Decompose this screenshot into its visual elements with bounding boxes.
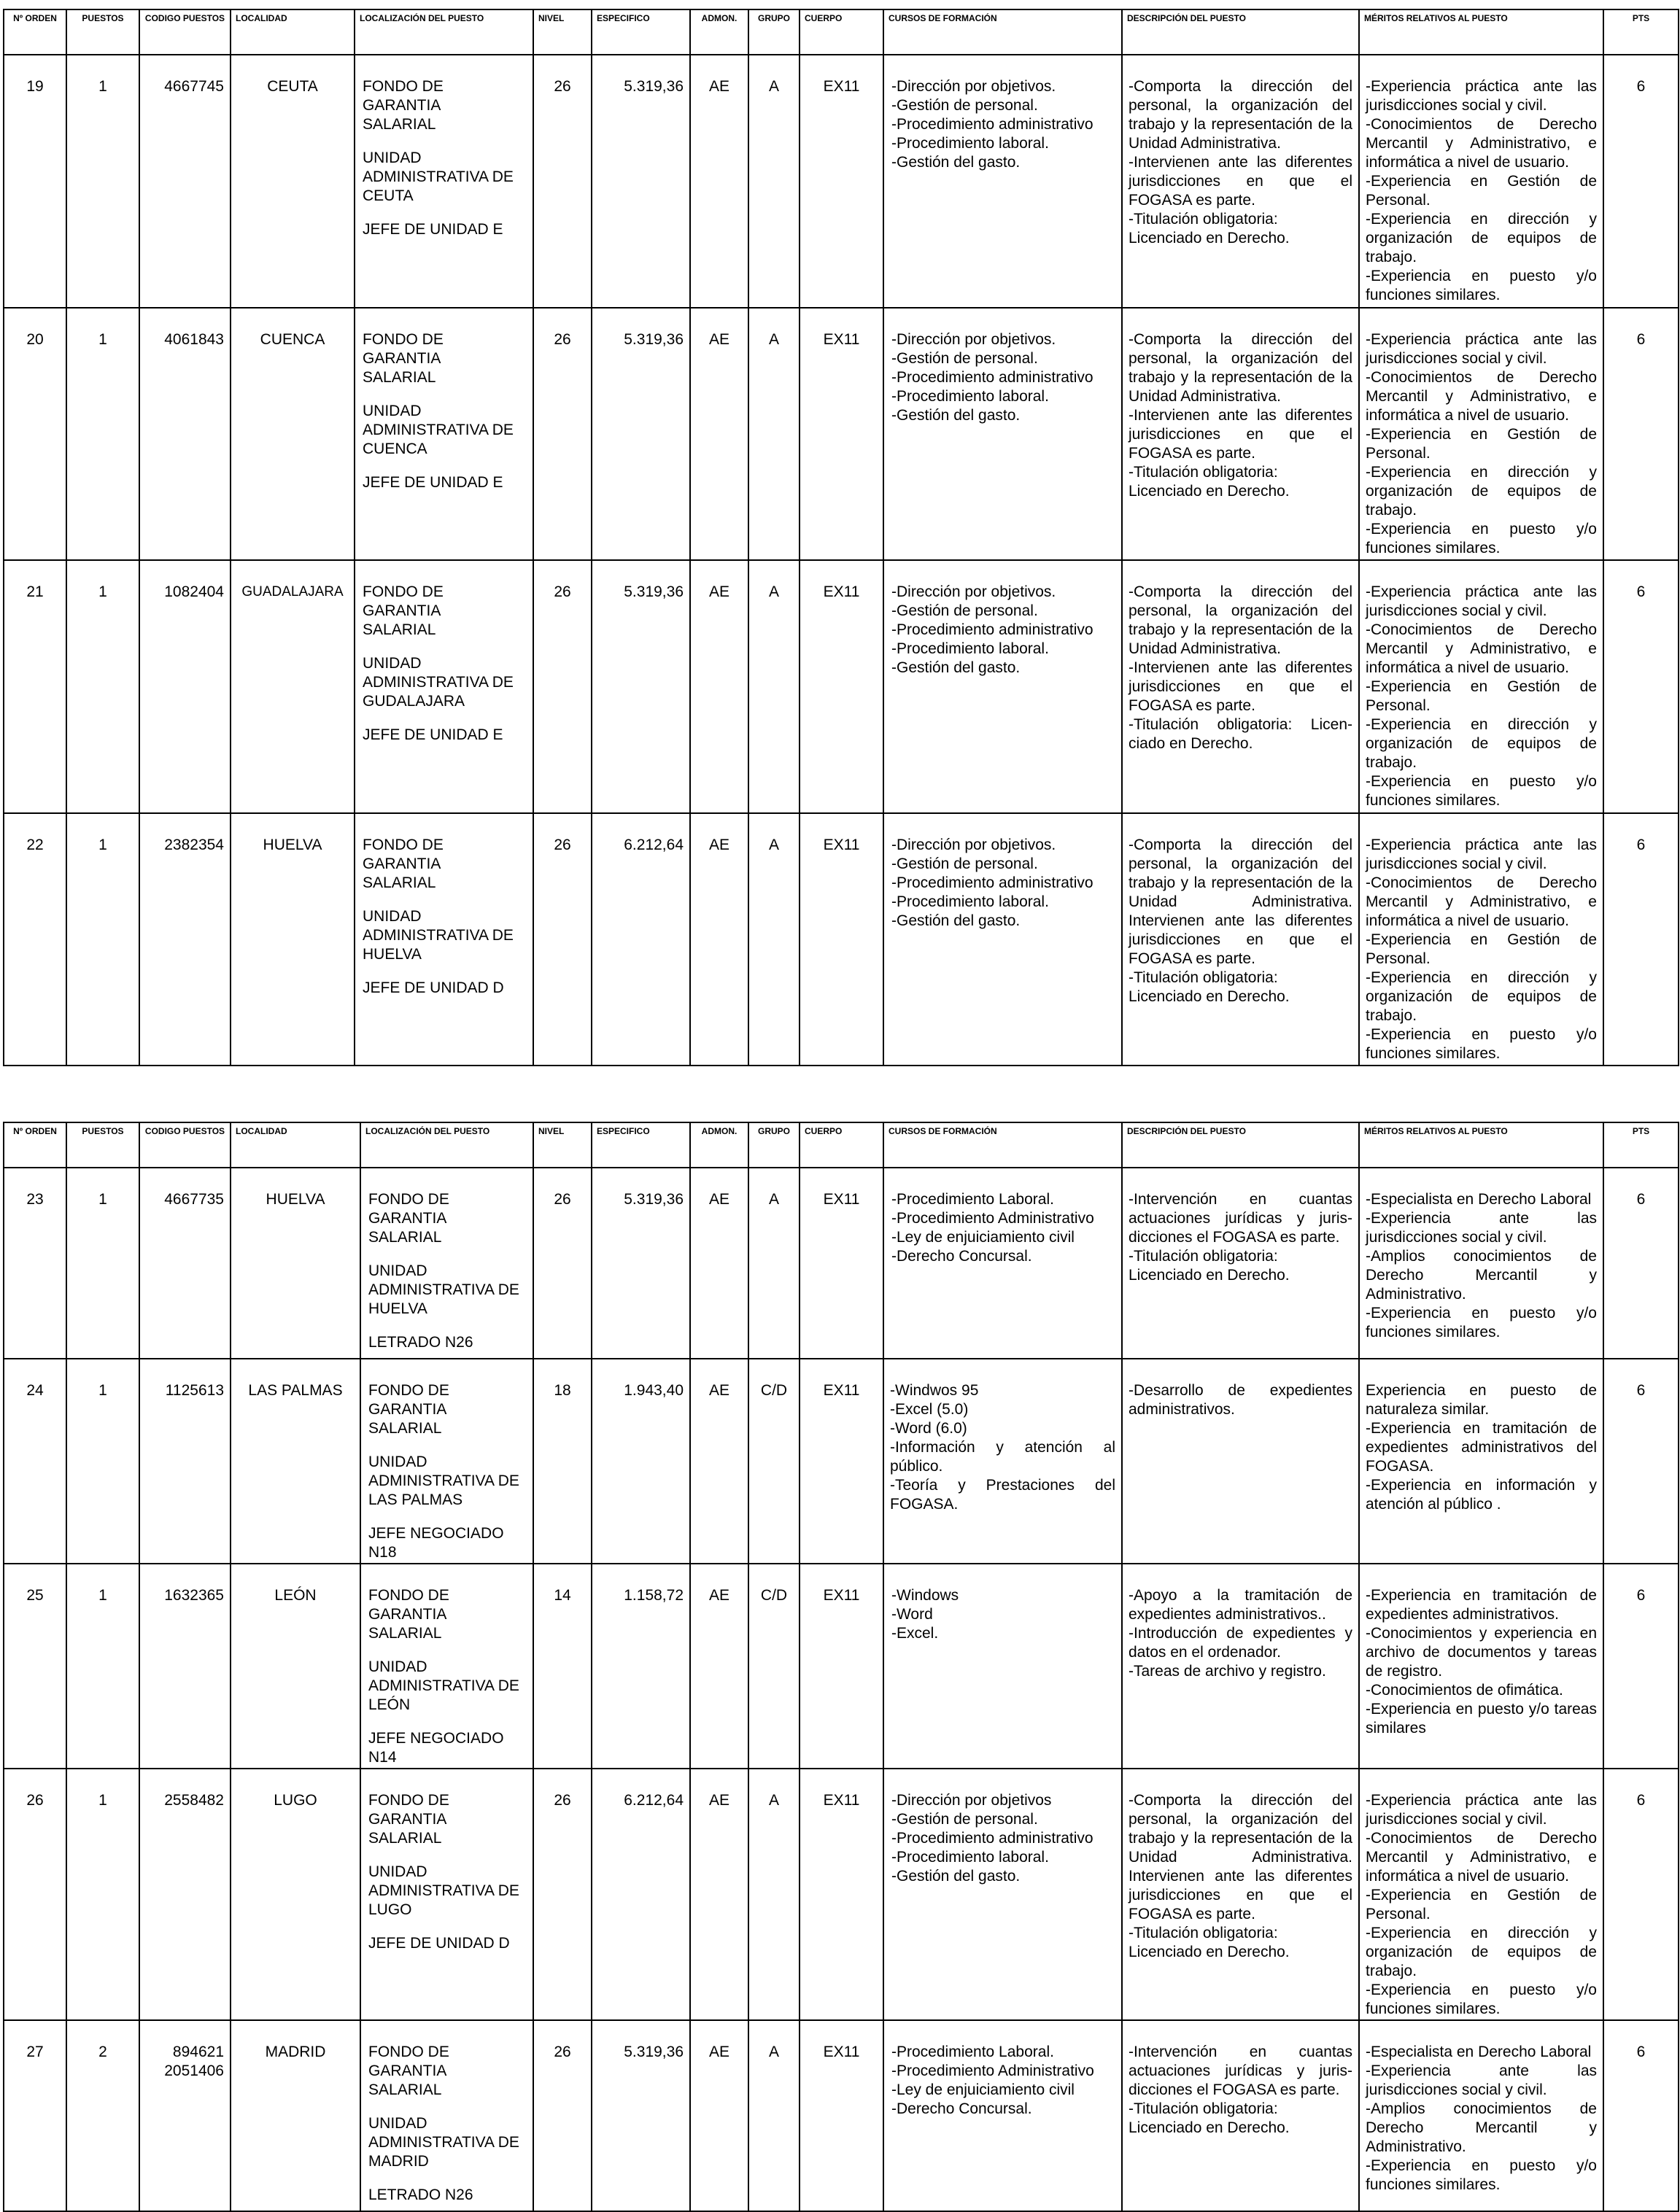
table-row (4, 1168, 1679, 1359)
cell-localizacion (360, 1359, 533, 1564)
cell-localidad: HUELVA (231, 813, 355, 1066)
table-row (4, 55, 1679, 307)
cell-admon: AE (690, 1564, 748, 1769)
col-header-localidad: LOCALIDAD (231, 9, 355, 55)
loc-organization: FONDO DE GARANTIA SALARIAL (363, 583, 444, 639)
cell-localizacion (360, 1769, 533, 2020)
col-header-pts: PTS (1603, 9, 1679, 55)
col-header-localidad: LOCALIDAD (231, 1122, 360, 1168)
cell-localidad: GUADALAJARA (231, 560, 355, 812)
cell-admon: AE (690, 1359, 748, 1564)
cell-puestos: 1 (66, 813, 139, 1066)
table-header-row (4, 9, 1679, 55)
cell-cursos: -Dirección por objetivos. -Gestión de personal. -Procedimiento administrativo -Procedimiento laboral. -Gestión del gasto. (883, 813, 1122, 1066)
cell-cuerpo: EX11 (800, 2020, 883, 2211)
loc-role: JEFE DE UNIDAD D (363, 979, 504, 996)
cell-pts: 6 (1603, 1168, 1679, 1359)
table-row (4, 308, 1679, 560)
loc-unit: UNIDAD ADMINISTRATIVA DE LEÓN (368, 1658, 519, 1713)
table-row (4, 1564, 1679, 1769)
cell-admon: AE (690, 308, 748, 560)
cell-cuerpo: EX11 (800, 1168, 883, 1359)
cell-codigo: 1125613 (139, 1359, 231, 1564)
table-row (4, 2020, 1679, 2211)
loc-role: LETRADO N26 (368, 1334, 473, 1351)
cell-especifico: 1.158,72 (592, 1564, 690, 1769)
cell-codigo: 894621 2051406 (139, 2020, 231, 2211)
cell-grupo: A (748, 308, 800, 560)
cell-grupo: A (748, 560, 800, 812)
col-header-especifico: ESPECIFICO (592, 1122, 690, 1168)
loc-organization: FONDO DE GARANTIA SALARIAL (368, 1587, 449, 1642)
cell-especifico: 5.319,36 (592, 560, 690, 812)
table-row (4, 813, 1679, 1066)
loc-organization: FONDO DE GARANTIA SALARIAL (368, 2044, 449, 2098)
loc-role: JEFE DE UNIDAD E (363, 221, 503, 238)
col-header-orden: Nº ORDEN (4, 9, 66, 55)
table-row (4, 1359, 1679, 1564)
cell-localizacion (355, 55, 533, 307)
cell-orden: 26 (4, 1769, 66, 2020)
cell-nivel: 18 (533, 1359, 592, 1564)
cell-grupo: A (748, 1769, 800, 2020)
cell-pts: 6 (1603, 813, 1679, 1066)
cell-admon: AE (690, 55, 748, 307)
cell-localidad: MADRID (231, 2020, 360, 2211)
cell-descripcion: -Comporta la dirección del personal, la organización del trabajo y la representación de la Unidad Administrativa. Intervienen ante las diferentes jurisdicciones en que el FOGASA es parte. -Titulación obligatoria: Licenciado en Derecho. (1122, 813, 1359, 1066)
table-header-row (4, 1122, 1679, 1168)
col-header-descripcion: DESCRIPCIÓN DEL PUESTO (1122, 9, 1359, 55)
col-header-especifico: ESPECIFICO (592, 9, 690, 55)
loc-organization: FONDO DE GARANTIA SALARIAL (363, 836, 444, 891)
cell-localidad: CEUTA (231, 55, 355, 307)
col-header-grupo: GRUPO (748, 9, 800, 55)
cell-descripcion: -Comporta la dirección del personal, la organización del trabajo y la representación de la Unidad Administrativa. -Intervienen ante las diferentes jurisdicciones en que el FOGASA es parte. -Titulación obligatoria: Licen-ciado en Derecho. (1122, 560, 1359, 812)
cell-meritos: -Especialista en Derecho Laboral -Experiencia ante las jurisdicciones social y civil. -Amplios conocimientos de Derecho Mercantil y Administrativo. -Experiencia en puesto y/o funciones similares. (1359, 2020, 1603, 2211)
cell-localizacion (355, 813, 533, 1066)
cell-cuerpo: EX11 (800, 308, 883, 560)
cell-descripcion: -Apoyo a la tramitación de expedientes administrativos.. -Introducción de expedientes y datos en el ordenador. -Tareas de archivo y registro. (1122, 1564, 1359, 1769)
cell-nivel: 26 (533, 813, 592, 1066)
col-header-descripcion: DESCRIPCIÓN DEL PUESTO (1122, 1122, 1359, 1168)
cell-orden: 21 (4, 560, 66, 812)
cell-pts: 6 (1603, 560, 1679, 812)
cell-cuerpo: EX11 (800, 1359, 883, 1564)
cell-especifico: 6.212,64 (592, 813, 690, 1066)
loc-role: JEFE DE UNIDAD E (363, 473, 503, 491)
loc-unit: UNIDAD ADMINISTRATIVA DE MADRID (368, 2115, 519, 2170)
col-header-nivel: NIVEL (533, 9, 592, 55)
cell-localizacion (360, 1564, 533, 1769)
loc-unit: UNIDAD ADMINISTRATIVA DE LUGO (368, 1863, 519, 1918)
cell-grupo: C/D (748, 1564, 800, 1769)
col-header-meritos: MÉRITOS RELATIVOS AL PUESTO (1359, 9, 1603, 55)
col-header-puestos: PUESTOS (66, 9, 139, 55)
cell-cuerpo: EX11 (800, 813, 883, 1066)
loc-role: JEFE NEGOCIADO N18 (368, 1525, 504, 1561)
cell-especifico: 5.319,36 (592, 2020, 690, 2211)
cell-cuerpo: EX11 (800, 1769, 883, 2020)
cell-admon: AE (690, 813, 748, 1066)
cell-grupo: C/D (748, 1359, 800, 1564)
col-header-meritos: MÉRITOS RELATIVOS AL PUESTO (1359, 1122, 1603, 1168)
cell-descripcion: -Intervención en cuantas actuaciones jurídicas y juris-dicciones el FOGASA es parte. -Titulación obligatoria: Licenciado en Derecho. (1122, 1168, 1359, 1359)
col-header-cursos: CURSOS DE FORMACIÓN (883, 1122, 1122, 1168)
loc-organization: FONDO DE GARANTIA SALARIAL (368, 1382, 449, 1437)
cell-pts: 6 (1603, 55, 1679, 307)
cell-cursos: -Dirección por objetivos. -Gestión de personal. -Procedimiento administrativo -Procedimiento laboral. -Gestión del gasto. (883, 308, 1122, 560)
loc-organization: FONDO DE GARANTIA SALARIAL (363, 330, 444, 386)
cell-especifico: 5.319,36 (592, 308, 690, 560)
cell-cursos: -Windwos 95 -Excel (5.0) -Word (6.0) -Información y atención al público. -Teoría y Prestaciones del FOGASA. (883, 1359, 1122, 1564)
cell-localizacion (360, 1168, 533, 1359)
cell-puestos: 1 (66, 1769, 139, 2020)
cell-especifico: 6.212,64 (592, 1769, 690, 2020)
col-header-nivel: NIVEL (533, 1122, 592, 1168)
col-header-localizacion: LOCALIZACIÓN DEL PUESTO (355, 9, 533, 55)
cell-cursos: -Procedimiento Laboral. -Procedimiento Administrativo -Ley de enjuiciamiento civil -Derecho Concursal. (883, 1168, 1122, 1359)
cell-nivel: 26 (533, 308, 592, 560)
col-header-cuerpo: CUERPO (800, 9, 883, 55)
cell-localidad: LEÓN (231, 1564, 360, 1769)
cell-puestos: 1 (66, 308, 139, 560)
cell-descripcion: -Comporta la dirección del personal, la organización del trabajo y la representación de la Unidad Administrativa. -Intervienen ante las diferentes jurisdicciones en que el FOGASA es parte. -Titulación obligatoria: Licenciado en Derecho. (1122, 308, 1359, 560)
cell-especifico: 1.943,40 (592, 1359, 690, 1564)
cell-puestos: 1 (66, 1564, 139, 1769)
cell-localidad: LUGO (231, 1769, 360, 2020)
cell-localidad: LAS PALMAS (231, 1359, 360, 1564)
cell-pts: 6 (1603, 308, 1679, 560)
col-header-codigo: CODIGO PUESTOS (139, 9, 231, 55)
col-header-grupo: GRUPO (748, 1122, 800, 1168)
col-header-localizacion: LOCALIZACIÓN DEL PUESTO (360, 1122, 533, 1168)
cell-cuerpo: EX11 (800, 55, 883, 307)
loc-unit: UNIDAD ADMINISTRATIVA DE CEUTA (363, 150, 514, 205)
cell-pts: 6 (1603, 1769, 1679, 2020)
cell-orden: 24 (4, 1359, 66, 1564)
cell-descripcion: -Intervención en cuantas actuaciones jurídicas y juris-dicciones el FOGASA es parte. -Titulación obligatoria: Licenciado en Derecho. (1122, 2020, 1359, 2211)
cell-codigo: 4667735 (139, 1168, 231, 1359)
cell-pts: 6 (1603, 1564, 1679, 1769)
cell-especifico: 5.319,36 (592, 1168, 690, 1359)
cell-descripcion: -Desarrollo de expedientes administrativos. (1122, 1359, 1359, 1564)
cell-localidad: HUELVA (231, 1168, 360, 1359)
cell-codigo: 4667745 (139, 55, 231, 307)
cell-cursos: -Windows -Word -Excel. (883, 1564, 1122, 1769)
loc-unit: UNIDAD ADMINISTRATIVA DE LAS PALMAS (368, 1454, 519, 1508)
cell-cuerpo: EX11 (800, 1564, 883, 1769)
col-header-cursos: CURSOS DE FORMACIÓN (883, 9, 1122, 55)
col-header-orden: Nº ORDEN (4, 1122, 66, 1168)
cell-meritos: -Experiencia práctica ante las jurisdicciones social y civil. -Conocimientos de Derecho Mercantil y Administrativo, e informática a nivel de usuario. -Experiencia en Gestión de Personal. -Experiencia en dirección y organización de equipos de trabajo. -Experiencia en puesto y/o funciones similares. (1359, 55, 1603, 307)
cell-nivel: 26 (533, 2020, 592, 2211)
loc-unit: UNIDAD ADMINISTRATIVA DE GUDALAJARA (363, 655, 514, 710)
cell-orden: 19 (4, 55, 66, 307)
cell-localizacion (355, 560, 533, 812)
col-header-codigo: CODIGO PUESTOS (139, 1122, 231, 1168)
cell-grupo: A (748, 55, 800, 307)
col-header-cuerpo: CUERPO (800, 1122, 883, 1168)
cell-localizacion (355, 308, 533, 560)
loc-unit: UNIDAD ADMINISTRATIVA DE HUELVA (368, 1262, 519, 1317)
cell-codigo: 1632365 (139, 1564, 231, 1769)
cell-admon: AE (690, 2020, 748, 2211)
cell-localizacion (360, 2020, 533, 2211)
cell-meritos: -Experiencia práctica ante las jurisdicciones social y civil. -Conocimientos de Derecho Mercantil y Administrativo, e informática a nivel de usuario. -Experiencia en Gestión de Personal. -Experiencia en dirección y organización de equipos de trabajo. -Experiencia en puesto y/o funciones similares. (1359, 308, 1603, 560)
cell-nivel: 14 (533, 1564, 592, 1769)
col-header-admon: ADMON. (690, 9, 748, 55)
table-row (4, 560, 1679, 812)
cell-especifico: 5.319,36 (592, 55, 690, 307)
cell-codigo: 2382354 (139, 813, 231, 1066)
loc-unit: UNIDAD ADMINISTRATIVA DE CUENCA (363, 402, 514, 457)
cell-puestos: 1 (66, 1359, 139, 1564)
cell-puestos: 2 (66, 2020, 139, 2211)
cell-cuerpo: EX11 (800, 560, 883, 812)
cell-codigo: 4061843 (139, 308, 231, 560)
cell-codigo: 1082404 (139, 560, 231, 812)
cell-admon: AE (690, 1769, 748, 2020)
cell-meritos: Experiencia en puesto de naturaleza similar. -Experiencia en tramitación de expedientes administrativos del FOGASA. -Experiencia en información y atención al público . (1359, 1359, 1603, 1564)
cell-pts: 6 (1603, 2020, 1679, 2211)
cell-orden: 27 (4, 2020, 66, 2211)
cell-orden: 20 (4, 308, 66, 560)
col-header-pts: PTS (1603, 1122, 1679, 1168)
cell-descripcion: -Comporta la dirección del personal, la organización del trabajo y la representación de la Unidad Administrativa. -Intervienen ante las diferentes jurisdicciones en que el FOGASA es parte. -Titulación obligatoria: Licenciado en Derecho. (1122, 55, 1359, 307)
positions-table-1 (3, 9, 1679, 1066)
cell-descripcion: -Comporta la dirección del personal, la organización del trabajo y la representación de la Unidad Administrativa. Intervienen ante las diferentes jurisdicciones en que el FOGASA es parte. -Titulación obligatoria: Licenciado en Derecho. (1122, 1769, 1359, 2020)
cell-cursos: -Dirección por objetivos. -Gestión de personal. -Procedimiento administrativo -Procedimiento laboral. -Gestión del gasto. (883, 55, 1122, 307)
loc-organization: FONDO DE GARANTIA SALARIAL (368, 1792, 449, 1847)
cell-cursos: -Dirección por objetivos -Gestión de personal. -Procedimiento administrativo -Procedimiento laboral. -Gestión del gasto. (883, 1769, 1122, 2020)
cell-codigo: 2558482 (139, 1769, 231, 2020)
cell-grupo: A (748, 1168, 800, 1359)
cell-admon: AE (690, 560, 748, 812)
cell-meritos: -Experiencia práctica ante las jurisdicciones social y civil. -Conocimientos de Derecho Mercantil y Administrativo, e informática a nivel de usuario. -Experiencia en Gestión de Personal. -Experiencia en dirección y organización de equipos de trabajo. -Experiencia en puesto y/o funciones similares. (1359, 1769, 1603, 2020)
table-row (4, 1769, 1679, 2020)
positions-table-2 (3, 1122, 1679, 2212)
cell-orden: 22 (4, 813, 66, 1066)
loc-role: JEFE DE UNIDAD E (363, 726, 503, 744)
cell-localidad: CUENCA (231, 308, 355, 560)
cell-meritos: -Experiencia en tramitación de expedientes administrativos. -Conocimientos y experiencia en archivo de documentos y tareas de registro. -Conocimientos de ofimática. -Experiencia en puesto y/o tareas similares (1359, 1564, 1603, 1769)
col-header-puestos: PUESTOS (66, 1122, 139, 1168)
cell-puestos: 1 (66, 55, 139, 307)
cell-nivel: 26 (533, 1769, 592, 2020)
cell-pts: 6 (1603, 1359, 1679, 1564)
col-header-admon: ADMON. (690, 1122, 748, 1168)
cell-meritos: -Especialista en Derecho Laboral -Experiencia ante las jurisdicciones social y civil. -Amplios conocimientos de Derecho Mercantil y Administrativo. -Experiencia en puesto y/o funciones similares. (1359, 1168, 1603, 1359)
cell-meritos: -Experiencia práctica ante las jurisdicciones social y civil. -Conocimientos de Derecho Mercantil y Administrativo, e informática a nivel de usuario. -Experiencia en Gestión de Personal. -Experiencia en dirección y organización de equipos de trabajo. -Experiencia en puesto y/o funciones similares. (1359, 560, 1603, 812)
cell-puestos: 1 (66, 1168, 139, 1359)
cell-grupo: A (748, 2020, 800, 2211)
cell-grupo: A (748, 813, 800, 1066)
cell-orden: 23 (4, 1168, 66, 1359)
cell-cursos: -Procedimiento Laboral. -Procedimiento Administrativo -Ley de enjuiciamiento civil -Derecho Concursal. (883, 2020, 1122, 2211)
cell-puestos: 1 (66, 560, 139, 812)
loc-role: JEFE DE UNIDAD D (368, 1935, 510, 1952)
cell-cursos: -Dirección por objetivos. -Gestión de personal. -Procedimiento administrativo -Procedimiento laboral. -Gestión del gasto. (883, 560, 1122, 812)
cell-meritos: -Experiencia práctica ante las jurisdicciones social y civil. -Conocimientos de Derecho Mercantil y Administrativo, e informática a nivel de usuario. -Experiencia en Gestión de Personal. -Experiencia en dirección y organización de equipos de trabajo. -Experiencia en puesto y/o funciones similares. (1359, 813, 1603, 1066)
loc-role: LETRADO N26 (368, 2186, 473, 2203)
cell-nivel: 26 (533, 560, 592, 812)
cell-admon: AE (690, 1168, 748, 1359)
loc-organization: FONDO DE GARANTIA SALARIAL (363, 78, 444, 133)
cell-nivel: 26 (533, 1168, 592, 1359)
loc-unit: UNIDAD ADMINISTRATIVA DE HUELVA (363, 907, 514, 963)
cell-nivel: 26 (533, 55, 592, 307)
cell-orden: 25 (4, 1564, 66, 1769)
loc-organization: FONDO DE GARANTIA SALARIAL (368, 1191, 449, 1246)
loc-role: JEFE NEGOCIADO N14 (368, 1730, 504, 1766)
